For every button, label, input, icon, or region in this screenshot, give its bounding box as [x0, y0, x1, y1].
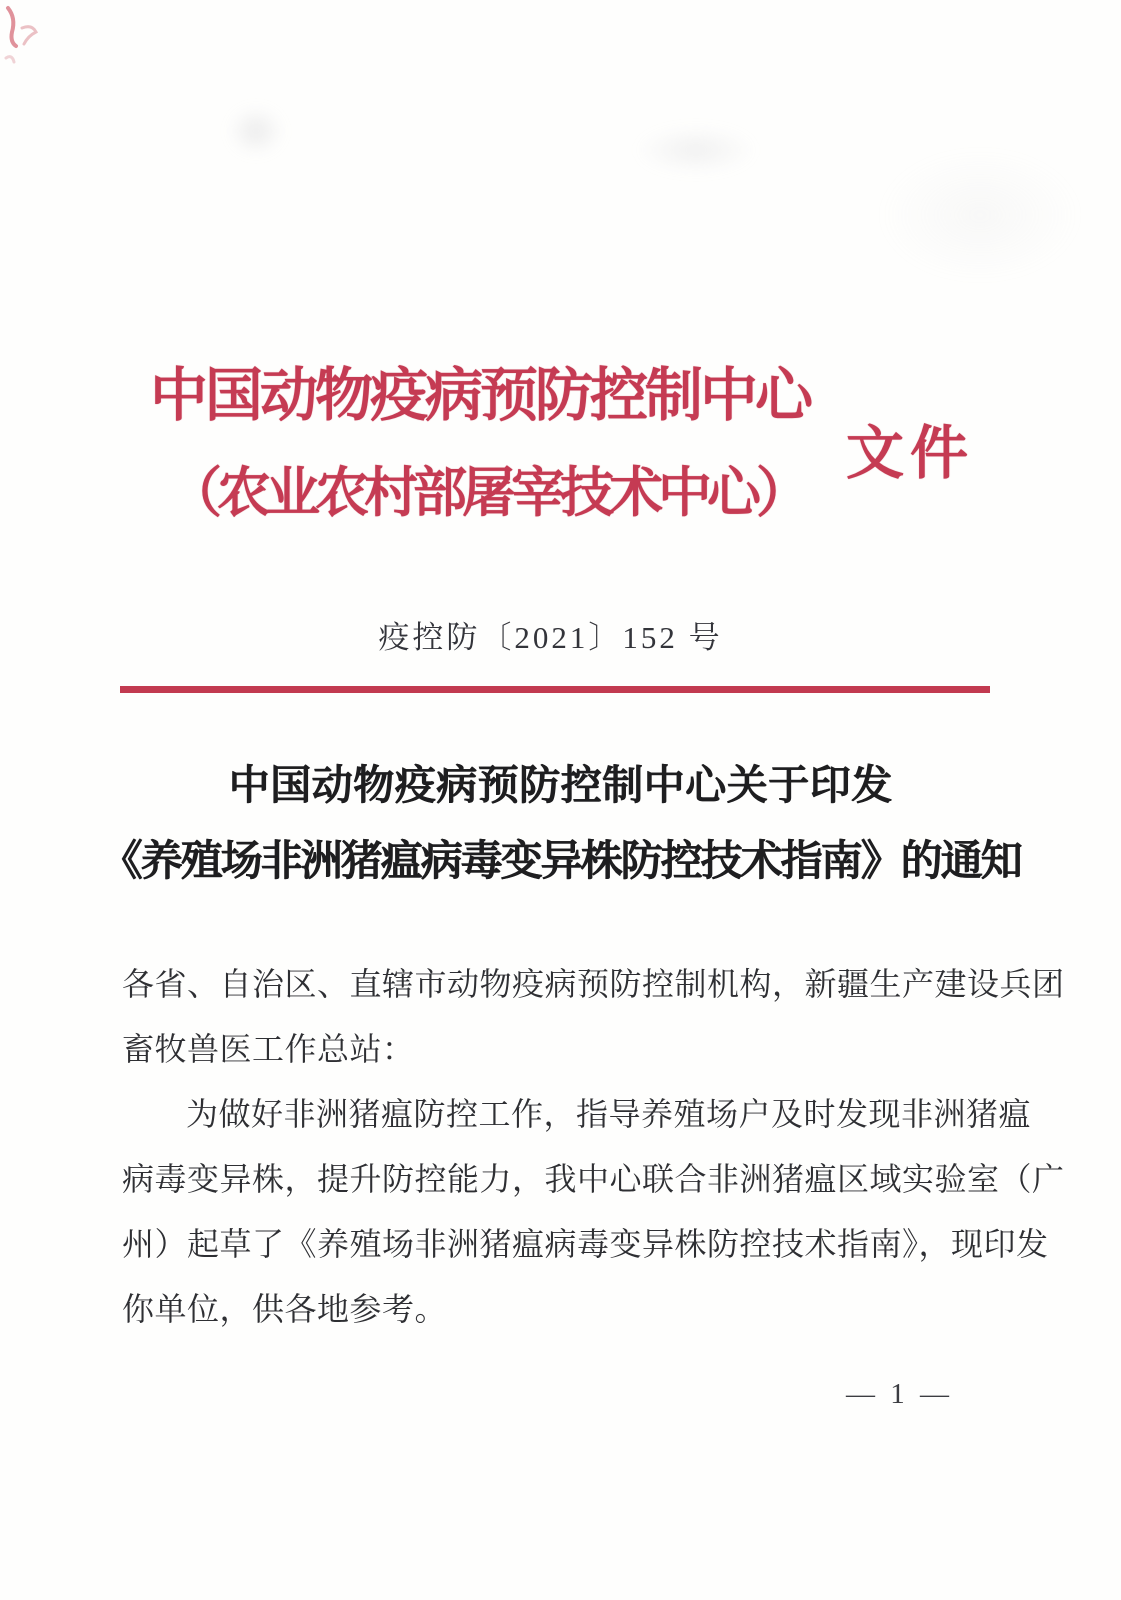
body-paragraph-line-1: 为做好非洲猪瘟防控工作，指导养殖场户及时发现非洲猪瘟 [186, 1096, 1032, 1132]
red-pen-scan-mark [2, 2, 62, 82]
letterhead-org-name: 中国动物疫病预防控制中心 [150, 363, 811, 428]
letterhead-org-subname: （农业农村部屠宰技术中心） [168, 463, 805, 523]
scan-smudge [880, 150, 1080, 280]
body-salutation-line-2: 畜牧兽医工作总站： [122, 1031, 415, 1067]
scan-smudge [636, 126, 756, 174]
body-salutation-line-1: 各省、自治区、直辖市动物疫病预防控制机构，新疆生产建设兵团 [122, 966, 1065, 1002]
letterhead-divider-rule [120, 686, 990, 693]
letterhead-document-label: 文件 [846, 421, 975, 486]
body-paragraph-line-4: 你单位，供各地参考。 [122, 1291, 448, 1327]
page-number: — 1 — [846, 1378, 953, 1410]
document-title-line-1: 中国动物疫病预防控制中心关于印发 [228, 762, 893, 808]
body-paragraph-line-2: 病毒变异株，提升防控能力，我中心联合非洲猪瘟区域实验室（广 [122, 1161, 1065, 1197]
body-paragraph-line-3: 州）起草了《养殖场非洲猪瘟病毒变异株防控技术指南》，现印发 [122, 1226, 1049, 1262]
document-reference-number: 疫控防〔2021〕152 号 [378, 620, 723, 655]
document-title-line-2: 《养殖场非洲猪瘟病毒变异株防控技术指南》的通知 [100, 839, 1021, 885]
document-body [122, 952, 1065, 1342]
scan-smudge [228, 106, 284, 156]
